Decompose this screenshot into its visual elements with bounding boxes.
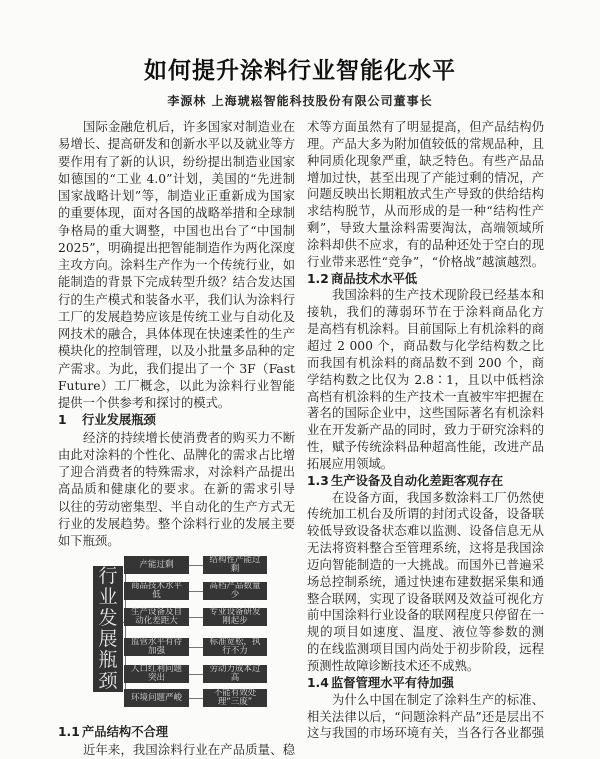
text-line: 主攻方向。涂料生产作为一个传统行业，如: [58, 258, 295, 272]
diagram-effect-box: 劳动力成本过高: [203, 665, 267, 683]
text-line: 以往的劳动密集型、半自动化的生产方式无: [58, 499, 295, 514]
text-line: 要作用有了新的认识，纷纷提出制造业国家: [58, 154, 295, 169]
text-line: 整合联网，实现了设备联网及效益可视化方: [307, 591, 544, 606]
text-line: 易增长、提高研发和创新水平以及就业等方: [58, 137, 295, 152]
text-line: 是高档有机涂料。目前国际上有机涂料的商: [307, 322, 544, 337]
text-line: 经济的持续增长使消费者的购买力不断: [83, 430, 295, 445]
root-char: 行: [98, 565, 118, 588]
author-line: 李源林 上海琥崧智能科技股份有限公司董事长: [167, 94, 433, 108]
text-line: 网技术的融合，具体体现在快速柔性的生产: [58, 327, 295, 341]
section-title: 生产设备及自动化差距客观存在: [331, 473, 504, 488]
right-text: [307, 119, 544, 742]
text-line: 而我国有机涂料的商品数不到 200 个，商: [307, 355, 544, 370]
connector-line: [189, 617, 203, 618]
text-line: 理。产品大多为附加值较低的常规品种，且: [307, 136, 544, 151]
text-line: 无法将资料整合至管理系统，这将是我国涂: [307, 541, 544, 556]
connector-line: [189, 698, 203, 699]
root-char: 展: [98, 628, 118, 651]
text-line: 在设备方面，我国多数涂料工厂仍然使: [332, 490, 544, 505]
text-line: 规的项目如速度、温度、液位等参数的测: [307, 625, 544, 640]
text-line: 的在线监测项目国内尚处于初步阶段，远程: [307, 642, 544, 657]
diagram-cause-box: 人口红利问题突出: [124, 665, 189, 683]
text-line: 工厂的发展趋势应该是传统工业与自动化及: [58, 309, 295, 324]
text-line: 如下瓶颈。: [58, 534, 120, 548]
article-title: 如何提升涂料行业智能化水平: [144, 58, 456, 84]
text-line: 超过 2 000 个，商品数与化学结构数之比: [307, 338, 544, 353]
text-line: 行的生产模式和装备水平，我们认为涂料行: [58, 292, 295, 307]
text-line: 术等方面虽然有了明显提高，但产品结构仍: [307, 120, 544, 134]
text-line: 能制造的背景下完成转型升级？结合发达国: [58, 275, 295, 290]
text-line: 这与我国的市场环境有关，当各行各业都强: [307, 726, 544, 741]
text-line: 争格局的重大调整，中国也出台了“中国制: [58, 223, 295, 238]
right-column: [307, 119, 544, 742]
diagram-cause-box: 环境问题严峻: [124, 689, 189, 707]
bottleneck-diagram: [58, 552, 295, 720]
text-line: 增加过快，甚至出现了产能过剩的情况，产: [307, 170, 544, 185]
section-number: 1.2: [307, 271, 329, 286]
text-line: 提供一个供参考和探讨的模式。: [58, 396, 231, 410]
diagram-effect-box: 高档产品数量少: [203, 582, 267, 600]
text-line: 问题反映出长期粗放式生产导致的供给结构: [307, 187, 544, 202]
text-line: 较低导致设备状态难以监测、设备信息无从: [307, 524, 544, 539]
root-char: 瓶: [98, 649, 118, 672]
text-line: 高品质和健康化的要求。在新的需求引导: [58, 482, 295, 497]
left-text-after-figure: [58, 724, 295, 759]
text-line: 求结构脱节，从而形成的是一种“结构性产: [307, 204, 544, 219]
section-title: 商品技术水平低: [331, 271, 418, 286]
text-line: 学结构数之比仅为 2.8∶1，且以中低档涂: [307, 372, 544, 387]
diagram-cause-box: 商品技术水平低: [124, 582, 189, 600]
section-number: 1.3: [307, 473, 329, 488]
section-number: 1.4: [307, 675, 329, 690]
text-line: 迈向智能制造的一大挑战。而国外已普遍采: [307, 557, 544, 572]
section-heading: [307, 271, 544, 288]
text-line: 涂料却供不应求，有的品种还处于空白的现: [307, 237, 544, 252]
text-line: 性，赋予传统涂料品种超高性能，改进产品: [307, 440, 544, 455]
text-line: 行业的发展趋势。整个涂料行业的发展主要: [58, 516, 295, 531]
connector-line: [189, 647, 203, 648]
text-line: 2025”，明确提出把智能制造作为两化深度: [58, 240, 295, 255]
section-number: 1: [58, 413, 67, 428]
text-line: 如德国的“工业 4.0”计划，美国的“先进制: [58, 171, 295, 186]
diagram-root-box: [93, 566, 123, 692]
diagram-cause-box: 产能过剩: [124, 556, 189, 574]
text-line: 著名的国际企业中，这些国际著名有机涂料: [307, 406, 544, 421]
section-title: 监督管理水平有待加强: [331, 675, 454, 690]
text-line: 前中国涂料行业设备的联网程度只停留在一: [307, 608, 544, 623]
text-line: 高档有机涂料的生产技术一直被牢牢把握在: [307, 389, 544, 404]
connector-line: [189, 674, 203, 675]
section-number: 1.1: [58, 725, 80, 740]
section-title: 产品结构不合理: [82, 725, 169, 740]
text-line: 为什么中国在制定了涂料生产的标准、: [332, 692, 544, 707]
root-char: 发: [98, 607, 118, 630]
text-line: 我国涂料的生产技术现阶段已经基本和: [332, 288, 544, 303]
text-line: 了迎合消费者的特殊需求，对涂料产品提出: [58, 465, 295, 479]
diagram-effect-box: 标准宽松，执行不力: [203, 638, 267, 656]
text-line: 国家战略计划”等，制造业正重新成为国家: [58, 189, 295, 203]
text-line: 由此对涂料的个性化、品牌化的需求占比增: [58, 447, 295, 462]
section-title: 行业发展瓶颈: [82, 413, 156, 428]
text-line: 传统加工机台及所谓的封闭式设备，设备联: [307, 507, 544, 522]
left-text-before-figure: [58, 119, 295, 550]
diagram-cause-box: 监管水平有待加强: [124, 638, 189, 656]
diagram-cause-box: 生产设备及自动化差距大: [124, 608, 189, 626]
root-char: 颈: [98, 670, 118, 693]
diagram-effect-box: 专业设备研发刚起步: [203, 608, 267, 626]
root-char: 业: [98, 586, 118, 609]
text-line: 的重要体现，面对各国的战略举措和全球制: [58, 206, 295, 221]
diagram-effect-box: 结构性产能过剩: [203, 556, 267, 574]
connector-line: [189, 565, 203, 566]
text-line: 相关法律以后，“问题涂料产品”还是层出不: [307, 709, 544, 724]
text-line: 接轨，我们的薄弱环节在于涂料商品化方: [307, 305, 544, 320]
text-line: 模块化的控制管理，以及小批量多品种的定: [58, 344, 295, 359]
text-line: 近年来，我国涂料行业在产品质量、稳: [83, 742, 295, 757]
text-line: 拓展应用领域。: [307, 456, 394, 471]
text-line: 产需求。为此，我们提出了一个 3F（Fast: [58, 361, 295, 376]
text-line: 种同质化现象严重，缺乏特色。有些产品品: [307, 153, 544, 168]
section-heading: [58, 412, 295, 429]
text-line: 剩”，导致大量涂料需要淘汰，高端领域所: [307, 221, 544, 236]
section-heading: [58, 724, 295, 741]
connector-line: [189, 591, 203, 592]
section-heading: [307, 473, 544, 490]
diagram-effect-box: 不能有效处理“三废”: [203, 689, 267, 707]
text-line: 国际金融危机后，许多国家对制造业在: [83, 120, 295, 134]
section-heading: [307, 675, 544, 692]
text-line: 行业带来恶性“竞争”，“价格战”越演越烈。: [307, 254, 544, 269]
text-line: Future）工厂概念，以此为涂料行业智能: [58, 378, 295, 393]
text-line: 场总控制系统，通过快速布建数据采集和通: [307, 574, 544, 589]
text-line: 业在开发新产品的同时，致力于研究涂料的: [307, 423, 544, 438]
text-line: 预测性故障诊断技术还不成熟。: [307, 659, 480, 673]
left-column: [58, 119, 295, 759]
